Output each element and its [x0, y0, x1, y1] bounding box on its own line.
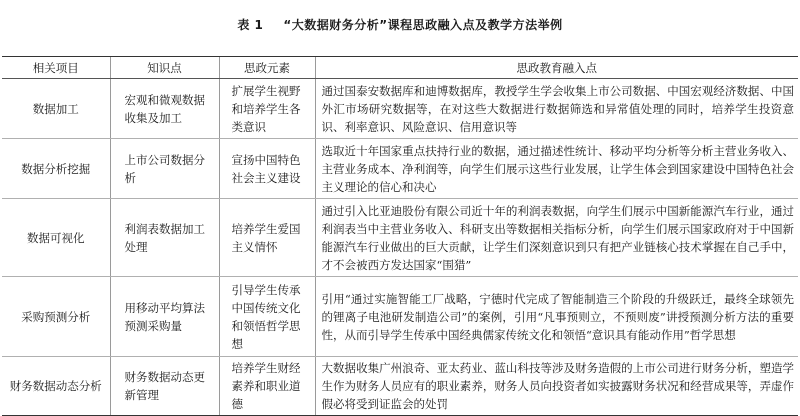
cell-element: 宣扬中国特色社会主义建设	[219, 139, 315, 199]
cell-element: 扩展学生视野和培养学生各类意识	[219, 79, 315, 139]
cell-element: 培养学生财经素养和职业道德	[219, 357, 315, 416]
table-row	[2, 357, 798, 416]
cell-item: 数据可视化	[2, 199, 110, 277]
header-row	[2, 57, 798, 79]
cell-knowledge: 利润表数据加工处理	[110, 199, 219, 277]
cell-item: 数据加工	[2, 79, 110, 139]
cell-knowledge: 上市公司数据分析	[110, 139, 219, 199]
cell-content: 选取近十年国家重点扶持行业的数据，通过描述性统计、移动平均分析等分析主营业务收入、主营业务成本、净利润等，向学生们展示这些行业发展，让学生体会到国家建设中国特色社会主义理论的信心和决心	[315, 139, 798, 199]
cell-content: 通过引入比亚迪股份有限公司近十年的利润表数据，向学生们展示中国新能源汽车行业，通过利润表当中主营业务收入、科研支出等数据相关指标分析，向学生们展示国家政府对于中国新能源汽车行业做出的巨大贡献，让学生们深刻意识到只有把产业链核心技术掌握在自己手中，才不会被西方发达国家“围猎”	[315, 199, 798, 277]
header-knowledge: 知识点	[110, 57, 219, 79]
cell-content: 通过国泰安数据库和迪博数据库，教授学生学会收集上市公司数据、中国宏观经济数据、中国外汇市场研究数据等，在对这些大数据进行数据筛选和异常值处理的同时，培养学生投资意识、利率意识、风险意识、信用意识等	[315, 79, 798, 139]
cell-knowledge: 用移动平均算法预测采购量	[110, 277, 219, 357]
header-element: 思政元素	[219, 57, 315, 79]
table-row	[2, 139, 798, 199]
cell-knowledge: 宏观和微观数据收集及加工	[110, 79, 219, 139]
cell-content: 大数据收集广州浪奇、亚太药业、蓝山科技等涉及财务造假的上市公司进行财务分析，塑造学生作为财务人员应有的职业素养，财务人员向投资者如实披露财务状况和经营成果等，弄虚作假必将受到证监会的处罚	[315, 357, 798, 416]
course-table	[2, 56, 798, 416]
table-caption	[0, 16, 800, 33]
table-title: “大数据财务分析”课程思政融入点及教学方法举例	[283, 18, 563, 32]
cell-item: 数据分析挖掘	[2, 139, 110, 199]
cell-item: 财务数据动态分析	[2, 357, 110, 416]
header-content: 思政教育融入点	[315, 57, 798, 79]
table-row	[2, 277, 798, 357]
cell-item: 采购预测分析	[2, 277, 110, 357]
cell-element: 引导学生传承中国传统文化和领悟哲学思想	[219, 277, 315, 357]
cell-content: 引用“通过实施智能工厂战略，宁德时代完成了智能制造三个阶段的升级跃迁，最终全球领先的锂离子电池研发制造公司”的案例，引用“凡事预则立，不预则废”讲授预测分析方法的重要性，从而引导学生传承中国经典儒家传统文化和领悟“意识具有能动作用”哲学思想	[315, 277, 798, 357]
cell-element: 培养学生爱国主义情怀	[219, 199, 315, 277]
table-row	[2, 79, 798, 139]
table-number: 表 1	[237, 18, 264, 32]
cell-knowledge: 财务数据动态更新管理	[110, 357, 219, 416]
header-item: 相关项目	[2, 57, 110, 79]
table-row	[2, 199, 798, 277]
